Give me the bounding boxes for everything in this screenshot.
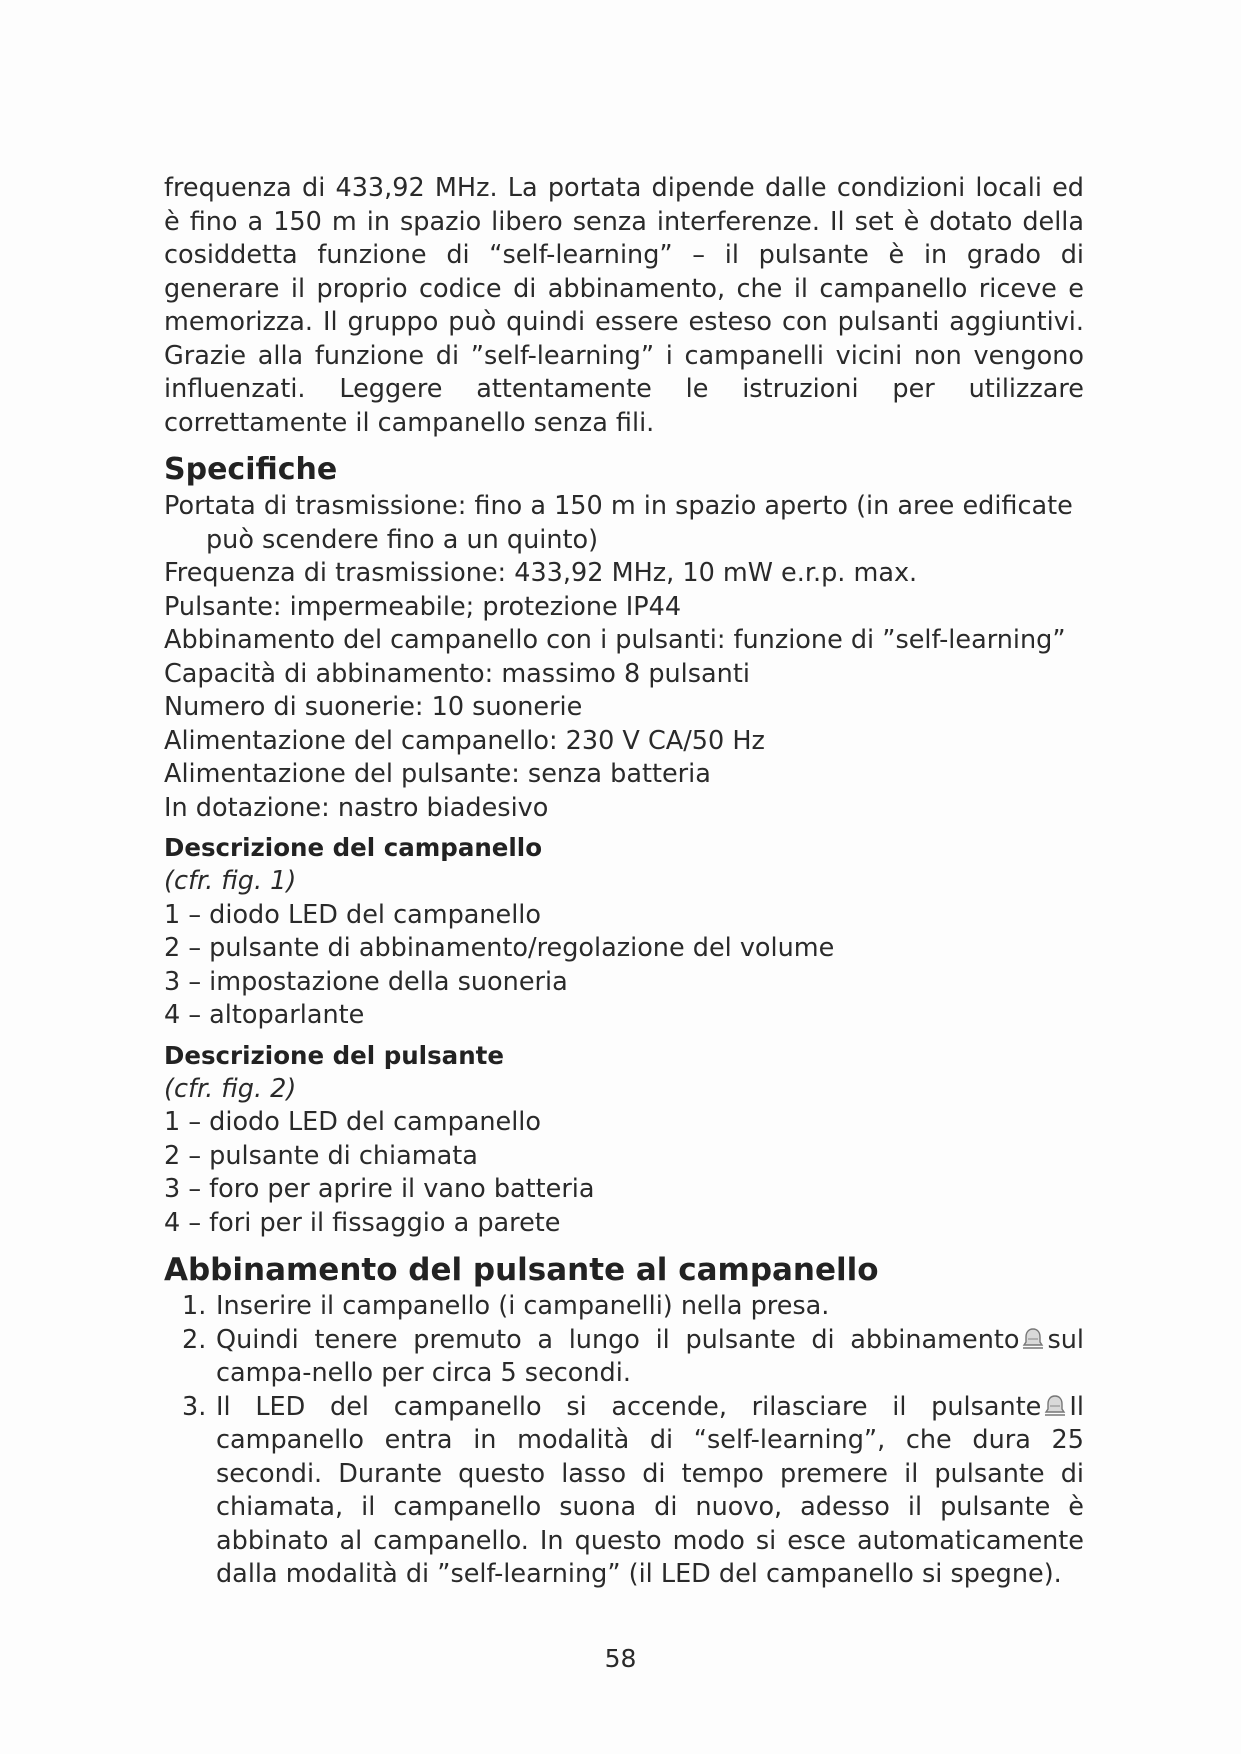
bell-figure-reference: (cfr. fig. 1) (164, 866, 297, 896)
step-number: 2. (182, 1324, 207, 1355)
spec-item: Portata di trasmissione: fino a 150 m in spazio aperto (in aree edificate può scendere fino a un quinto) (164, 491, 1073, 555)
step-text: Quindi tenere premuto a lungo il pulsante di abbinamento (216, 1324, 1020, 1355)
button-part-item: 3 – foro per aprire il vano batteria (164, 1174, 595, 1204)
intro-paragraph: frequenza di 433,92 MHz. La portata dipende dalle condizioni locali ed è fino a 150 m in spazio libero senza interferenze. Il set è dotato della cosiddetta funzione di “self-learning” – il pulsante è in grado di generare il proprio codice di abbinamento, che il campanello riceve e memorizza. Il gruppo può quindi essere esteso con pulsanti aggiuntivi. Grazie alla funzione di ”self-learning” i campanelli vicini non vengono influenzati. Leggere attentamente le istruzioni per utilizzare correttamente il campanello senza fili. (164, 173, 1084, 438)
spec-item: Frequenza di trasmissione: 433,92 MHz, 10 mW e.r.p. max. (164, 558, 918, 588)
bell-part-item: 3 – impostazione della suoneria (164, 966, 568, 997)
step-text: Il campanello entra in modalità di “self-learning”, che dura 25 secondi. Durante questo lasso di tempo premere il pulsante di chiamata, il campanello suona di nuovo, adesso il pulsante è abbinato al campanello. In questo modo si esce automaticamente dalla modalità di ”self-learning” (il LED del campanello si spegne). (216, 1391, 1084, 1589)
step-number: 1. (182, 1291, 207, 1321)
button-part-item: 4 – fori per il fissaggio a parete (164, 1207, 561, 1238)
pairing-heading: Abbinamento del pulsante al campanello (164, 1252, 879, 1288)
page-content (164, 172, 1084, 1592)
spec-item: In dotazione: nastro biadesivo (164, 792, 549, 823)
pairing-step (164, 1324, 1084, 1391)
page-number: 58 (604, 1644, 637, 1673)
step-text: Il LED del campanello si accende, rilasciare il pulsante (216, 1391, 1042, 1422)
button-part-item: 1 – diodo LED del campanello (164, 1107, 541, 1137)
bell-part-item: 4 – altoparlante (164, 1000, 365, 1030)
spec-item: Capacità di abbinamento: massimo 8 pulsanti (164, 658, 750, 689)
button-part-item: 2 – pulsante di chiamata (164, 1140, 478, 1171)
spec-item: Abbinamento del campanello con i pulsanti: funzione di ”self-learning” (164, 625, 1066, 655)
pairing-steps (164, 1290, 1084, 1592)
specs-list (164, 490, 1084, 825)
spec-item: Pulsante: impermeabile; protezione IP44 (164, 591, 682, 622)
spec-item: Alimentazione del pulsante: senza batteria (164, 759, 711, 789)
specs-heading: Specifiche (164, 452, 338, 487)
pairing-step (164, 1391, 1084, 1592)
button-figure-reference: (cfr. fig. 2) (164, 1073, 297, 1104)
bell-icon (1042, 1393, 1068, 1419)
step-text: sul campa-nello per circa 5 secondi. (216, 1324, 1084, 1388)
pairing-step (164, 1290, 1084, 1324)
spec-item: Alimentazione del campanello: 230 V CA/50 Hz (164, 725, 765, 756)
button-description-heading: Descrizione del pulsante (164, 1040, 504, 1070)
bell-part-item: 1 – diodo LED del campanello (164, 899, 541, 930)
bell-parts-list (164, 899, 1084, 1033)
step-text: Inserire il campanello (i campanelli) nella presa. (216, 1291, 830, 1321)
bell-icon (1020, 1326, 1046, 1352)
bell-part-item: 2 – pulsante di abbinamento/regolazione del volume (164, 933, 835, 963)
step-number: 3. (182, 1391, 207, 1422)
button-parts-list (164, 1106, 1084, 1240)
bell-description-heading: Descrizione del campanello (164, 833, 543, 862)
spec-item: Numero di suonerie: 10 suonerie (164, 692, 583, 722)
